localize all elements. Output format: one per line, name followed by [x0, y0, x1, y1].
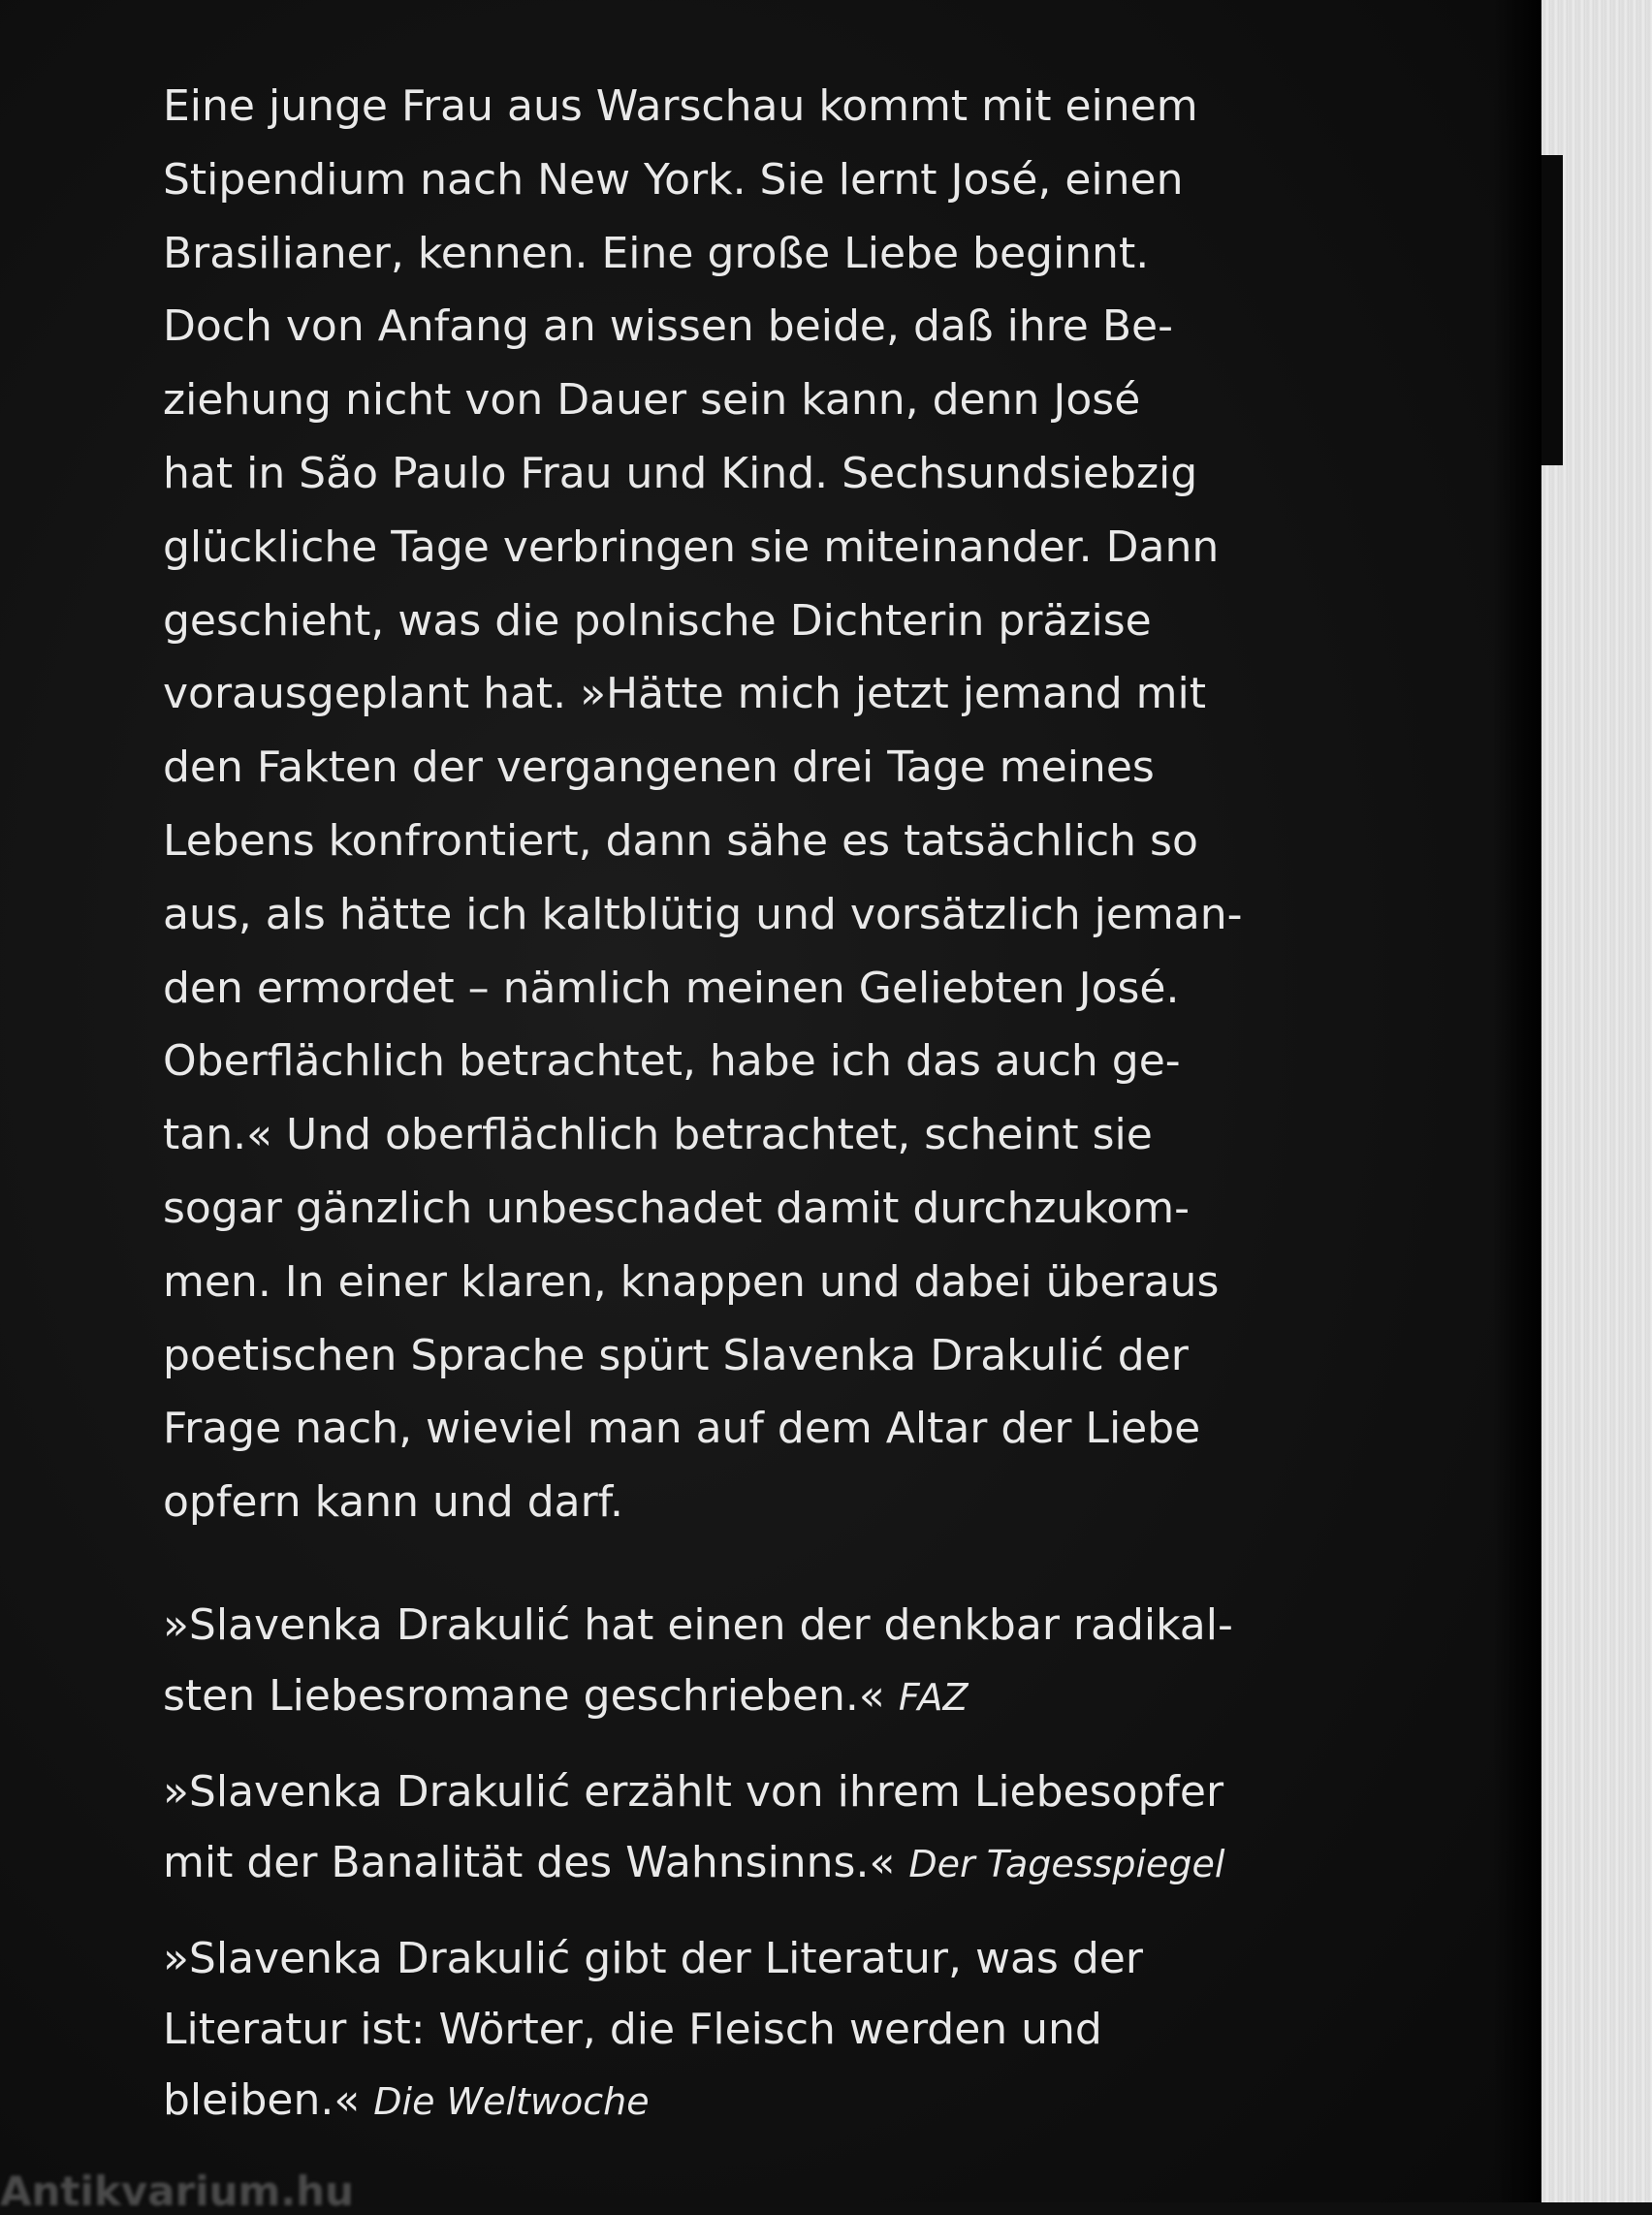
quote-line: »Slavenka Drakulić hat einen der denkbar radikal-	[163, 1600, 1233, 1650]
blurb-line: den ermordet – nämlich meinen Geliebten José.	[163, 963, 1180, 1013]
blurb-line: glückliche Tage verbringen sie miteinander. Dann	[163, 522, 1220, 572]
quote-line-with-source	[163, 1827, 1268, 1900]
blurb-line: vorausgeplant hat. »Hätte mich jetzt jemand mit	[163, 669, 1206, 719]
blurb-line: den Fakten der vergangenen drei Tage meines	[163, 743, 1155, 793]
quote-line: »Slavenka Drakulić erzählt von ihrem Liebesopfer	[163, 1767, 1224, 1817]
quote-text: mit der Banalität des Wahnsinns.«	[163, 1838, 896, 1887]
blurb-line: Brasilianer, kennen. Eine große Liebe beginnt.	[163, 228, 1150, 278]
blurb-line: Oberflächlich betrachtet, habe ich das auch ge-	[163, 1036, 1181, 1087]
blurb-line: ziehung nicht von Dauer sein kann, denn José	[163, 375, 1141, 426]
blurb-line: opfern kann und darf.	[163, 1477, 623, 1528]
blurb-line: hat in São Paulo Frau und Kind. Sechsundsiebzig	[163, 448, 1198, 498]
review-quote-faz	[163, 1590, 1268, 1733]
quote-line: Literatur ist: Wörter, die Fleisch werden und	[163, 2005, 1102, 2054]
blurb-line: Eine junge Frau aus Warschau kommt mit einem	[163, 81, 1198, 131]
quote-line-with-source	[163, 2065, 1268, 2137]
quote-source: Der Tagesspiegel	[908, 1843, 1225, 1885]
review-quote-weltwoche	[163, 1923, 1268, 2137]
page-edge-notch	[1541, 155, 1563, 465]
blurb-line: Frage nach, wieviel man auf dem Altar der Liebe	[163, 1404, 1201, 1454]
quote-source: FAZ	[898, 1676, 969, 1719]
blurb-line: aus, als hätte ich kaltblütig und vorsätzlich jeman-	[163, 889, 1243, 939]
blurb-line: sogar gänzlich unbeschadet damit durchzukom-	[163, 1183, 1190, 1233]
blurb-line: Doch von Anfang an wissen beide, daß ihre Be-	[163, 301, 1173, 352]
blurb-line: poetischen Sprache spürt Slavenka Drakulić der	[163, 1330, 1189, 1380]
blurb-line: geschieht, was die polnische Dichterin präzise	[163, 595, 1152, 646]
blurb-text	[163, 70, 1268, 1539]
review-quotes	[163, 1590, 1268, 2161]
quote-text: sten Liebesromane geschrieben.«	[163, 1671, 885, 1721]
quote-line-with-source	[163, 1661, 1268, 1733]
blurb-line: men. In einer klaren, knappen und dabei überaus	[163, 1256, 1220, 1307]
cover-spine-shadow	[1493, 0, 1541, 2202]
blurb-line: Stipendium nach New York. Sie lernt José, einen	[163, 154, 1184, 205]
watermark-text: Antikvarium.hu	[0, 2168, 355, 2215]
blurb-line: Lebens konfrontiert, dann sähe es tatsächlich so	[163, 815, 1198, 866]
blurb-line: tan.« Und oberflächlich betrachtet, scheint sie	[163, 1110, 1153, 1160]
quote-line: »Slavenka Drakulić gibt der Literatur, was der	[163, 1934, 1143, 1983]
review-quote-tagesspiegel	[163, 1756, 1268, 1900]
quote-text: bleiben.«	[163, 2075, 361, 2125]
quote-source: Die Weltwoche	[373, 2080, 650, 2123]
